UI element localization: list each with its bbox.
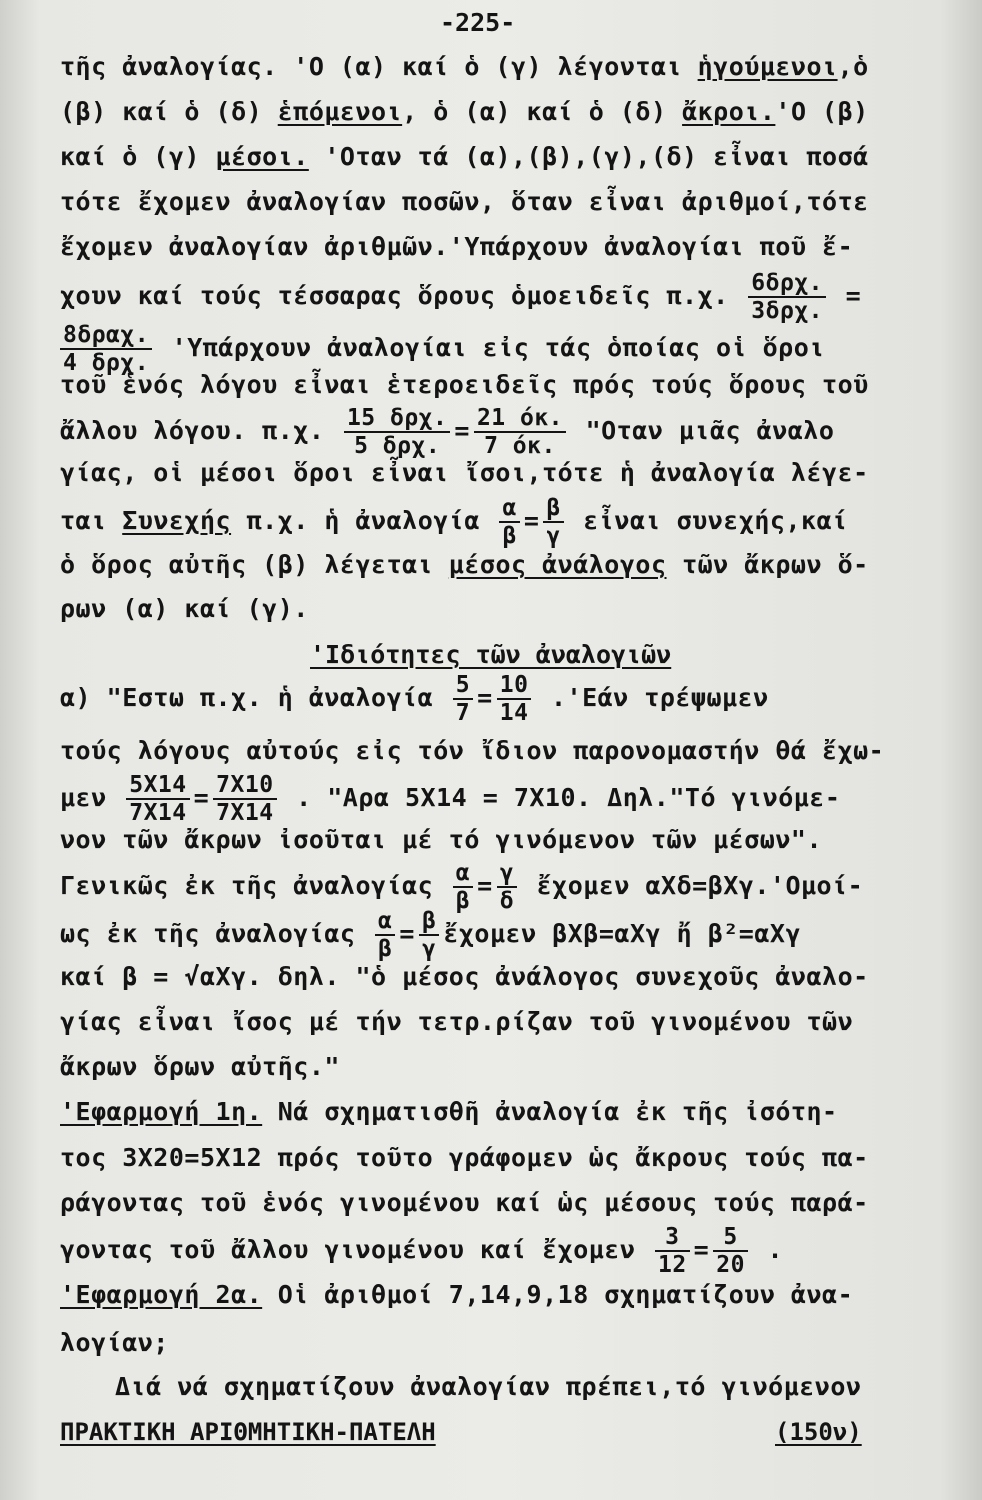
fraction-numerator: 6δρχ. xyxy=(748,270,826,298)
fraction xyxy=(126,772,189,826)
fraction-denominator: 20 xyxy=(716,1252,745,1278)
text-segment: Γενικῶς ἐκ τῆς ἀναλογίας xyxy=(60,871,434,900)
text-line-10: γίας, οἱ μέσοι ὅροι εἶναι ἴσοι,τότε ἡ ἀναλογία λέγε- xyxy=(60,458,869,487)
text-line-2 xyxy=(60,97,869,127)
text-segment: (β) καί ὁ (δ) xyxy=(60,97,278,126)
page-number: -225- xyxy=(440,8,516,37)
text-segment: ,ὁ xyxy=(837,52,869,81)
fraction-denominator: 7Χ14 xyxy=(129,800,187,826)
underlined-term: ἄκροι. xyxy=(682,97,776,126)
equals-sign: = xyxy=(693,1235,710,1264)
fraction xyxy=(748,270,826,324)
text-line-17: νον τῶν ἄκρων ἰσοῦται μέ τό γινόμενον τῶν μέσων". xyxy=(60,825,823,854)
fraction-numerator: α xyxy=(499,495,519,523)
fraction xyxy=(543,495,563,549)
text-segment: ἄλλου λόγου. π.χ. xyxy=(60,416,325,445)
text-line-24: τος 3Χ20=5Χ12 πρός τοῦτο γράφομεν ὡς ἄκρους τούς πα- xyxy=(60,1143,869,1172)
fraction xyxy=(60,322,152,376)
fraction xyxy=(497,672,532,726)
text-line-9 xyxy=(60,405,834,459)
fraction-denominator: 7Χ14 xyxy=(216,800,274,826)
footer-sheet-number: (150ν) xyxy=(775,1418,862,1446)
text-segment: 'Υπάρχουν ἀναλογίαι εἰς τάς ὁποίας οἱ ὅροι xyxy=(156,333,825,362)
fraction-numerator: 3 xyxy=(655,1224,690,1252)
fraction-denominator: β xyxy=(502,523,517,549)
underlined-term: μέσος ἀνάλογος xyxy=(448,550,667,579)
text-segment: εἶναι συνεχής,καί xyxy=(567,506,848,535)
fraction-denominator: 4 δρχ. xyxy=(63,350,150,376)
text-line-18 xyxy=(60,860,863,914)
text-segment: = xyxy=(830,281,862,310)
fraction xyxy=(453,860,473,914)
text-line-20: καί β = √αΧγ. δηλ. "ὁ μέσος ἀνάλογος συνεχοῦς ἀναλο- xyxy=(60,962,869,991)
footer-title: ΠΡΑΚΤΙΚΗ ΑΡΙΘΜΗΤΙΚΗ-ΠΑΤΕΛΗ xyxy=(60,1418,436,1446)
text-segment: , ὁ (α) καί ὁ (δ) xyxy=(402,97,683,126)
fraction xyxy=(453,672,473,726)
text-segment: . "Αρα 5Χ14 = 7Χ10. Δηλ."Τό γινόμε- xyxy=(280,783,841,812)
fraction-denominator: 14 xyxy=(499,700,529,726)
text-line-1 xyxy=(60,52,869,82)
text-line-7 xyxy=(60,322,825,376)
text-line-11 xyxy=(60,495,848,549)
text-line-8: τοῦ ἑνός λόγου εἶναι ἑτεροειδεῖς πρός τούς ὅρους τοῦ xyxy=(60,370,869,399)
text-line-27 xyxy=(60,1280,853,1310)
fraction-denominator: 3δρχ. xyxy=(751,298,824,324)
text-segment: χουν καί τούς τέσσαρας ὅρους ὁμοειδεῖς π.χ. xyxy=(60,281,729,310)
text-line-28: λογίαν; xyxy=(60,1328,169,1357)
text-segment: τῆς ἀναλογίας. 'Ο (α) καί ὁ (γ) λέγονται xyxy=(60,52,698,81)
text-segment: .'Εάν τρέψωμεν xyxy=(535,683,769,712)
fraction-numerator: 15 δρχ. xyxy=(344,405,450,433)
underlined-term: μέσοι. xyxy=(215,142,309,171)
fraction-denominator: 12 xyxy=(657,1252,687,1278)
fraction-denominator: 5 δρχ. xyxy=(354,433,441,459)
fraction-denominator: γ xyxy=(421,936,437,962)
fraction-denominator: γ xyxy=(546,523,561,549)
fraction xyxy=(375,908,395,962)
fraction xyxy=(344,405,450,459)
equals-sign: = xyxy=(477,871,493,900)
section-heading: 'Ιδιότητες τῶν ἀναλογιῶν xyxy=(310,640,672,669)
fraction-numerator: 21 όκ. xyxy=(474,405,566,433)
text-line-13: ρων (α) καί (γ). xyxy=(60,594,309,623)
text-line-5: ἔχομεν ἀναλογίαν ἀριθμῶν.'Υπάρχουν ἀναλογίαι ποῦ ἔ- xyxy=(60,232,854,261)
text-segment: γοντας τοῦ ἄλλου γινομένου καί ἔχομεν xyxy=(60,1235,636,1264)
text-segment: μεν xyxy=(60,783,107,812)
fraction-numerator: 5 xyxy=(453,672,473,700)
text-line-14 xyxy=(60,672,769,726)
fraction-denominator: 7 xyxy=(455,700,471,726)
text-segment: π.χ. ἡ ἀναλογία xyxy=(231,506,480,535)
underlined-term: 'Εφαρμογή 1η. xyxy=(60,1097,263,1126)
text-line-16 xyxy=(60,772,840,826)
text-segment: 'Οταν τά (α),(β),(γ),(δ) εἶναι ποσά xyxy=(308,142,869,171)
text-line-19 xyxy=(60,908,801,962)
underlined-term: 'Εφαρμογή 2α. xyxy=(60,1280,263,1309)
fraction xyxy=(655,1224,690,1278)
text-segment: 'Ο (β) xyxy=(775,97,869,126)
fraction-numerator: β xyxy=(543,495,563,523)
text-segment: ται xyxy=(60,506,123,535)
fraction-numerator: 5 xyxy=(713,1224,748,1252)
text-line-22: ἄκρων ὅρων αὐτῆς." xyxy=(60,1052,340,1081)
text-segment: α) "Εστω π.χ. ἡ ἀναλογία xyxy=(60,683,434,712)
underlined-term: ἡγούμενοι xyxy=(697,52,838,81)
text-segment: Οἱ ἀριθμοί 7,14,9,18 σχηματίζουν ἀνα- xyxy=(262,1280,854,1309)
underlined-term: Συνεχής xyxy=(122,506,232,535)
text-line-3 xyxy=(60,142,869,172)
text-line-25: ράγοντας τοῦ ἑνός γινομένου καί ὡς μέσους τούς παρά- xyxy=(60,1188,869,1217)
fraction-numerator: β xyxy=(419,908,439,936)
equals-sign: = xyxy=(523,506,540,535)
text-segment: "Οταν μιᾶς ἀναλο xyxy=(570,416,835,445)
equals-sign: = xyxy=(477,683,493,712)
text-segment: τῶν ἄκρων ὅ- xyxy=(666,550,869,579)
fraction-numerator: γ xyxy=(497,860,517,888)
text-line-4: τότε ἔχομεν ἀναλογίαν ποσῶν, ὅταν εἶναι ἀριθμοί,τότε xyxy=(60,187,869,216)
text-segment: . xyxy=(751,1235,784,1264)
text-segment: ἔχομεν βΧβ=αΧγ ἤ β²=αΧγ xyxy=(443,919,802,948)
fraction-numerator: 7Χ10 xyxy=(213,772,276,800)
fraction xyxy=(213,772,276,826)
text-segment: Νά σχηματισθῆ ἀναλογία ἐκ τῆς ἰσότη- xyxy=(262,1097,838,1126)
text-line-29: Διά νά σχηματίζουν ἀναλογίαν πρέπει,τό γινόμενον xyxy=(115,1372,862,1401)
fraction-numerator: 5Χ14 xyxy=(126,772,189,800)
text-line-6 xyxy=(60,270,861,324)
fraction-numerator: α xyxy=(375,908,395,936)
text-line-15: τούς λόγους αὐτούς εἰς τόν ἴδιον παρονομαστήν θά ἔχω- xyxy=(60,736,885,765)
text-line-23 xyxy=(60,1097,838,1127)
fraction xyxy=(419,908,439,962)
fraction-denominator: β xyxy=(455,888,471,914)
fraction-denominator: δ xyxy=(499,888,515,914)
text-line-12 xyxy=(60,550,869,580)
text-line-26 xyxy=(60,1224,783,1278)
text-segment: ὁ ὅρος αὐτῆς (β) λέγεται xyxy=(60,550,449,579)
fraction-numerator: 10 xyxy=(497,672,532,700)
fraction-denominator: β xyxy=(378,936,393,962)
fraction-numerator: 8δραχ. xyxy=(60,322,152,350)
text-segment: ως ἐκ τῆς ἀναλογίας xyxy=(60,919,356,948)
fraction xyxy=(497,860,517,914)
fraction xyxy=(499,495,519,549)
fraction-denominator: 7 όκ. xyxy=(484,433,556,459)
fraction xyxy=(474,405,566,459)
fraction-numerator: α xyxy=(453,860,473,888)
fraction xyxy=(713,1224,748,1278)
text-line-21: γίας εἶναι ἴσος μέ τήν τετρ.ρίζαν τοῦ γινομένου τῶν xyxy=(60,1007,854,1036)
equals-sign: = xyxy=(399,919,415,948)
text-segment: ἔχομεν αΧδ=βΧγ.'Ομοί- xyxy=(521,871,864,900)
equals-sign: = xyxy=(454,416,470,445)
underlined-term: ἑπόμενοι xyxy=(277,97,403,126)
equals-sign: = xyxy=(193,783,210,812)
text-segment: καί ὁ (γ) xyxy=(60,142,216,171)
